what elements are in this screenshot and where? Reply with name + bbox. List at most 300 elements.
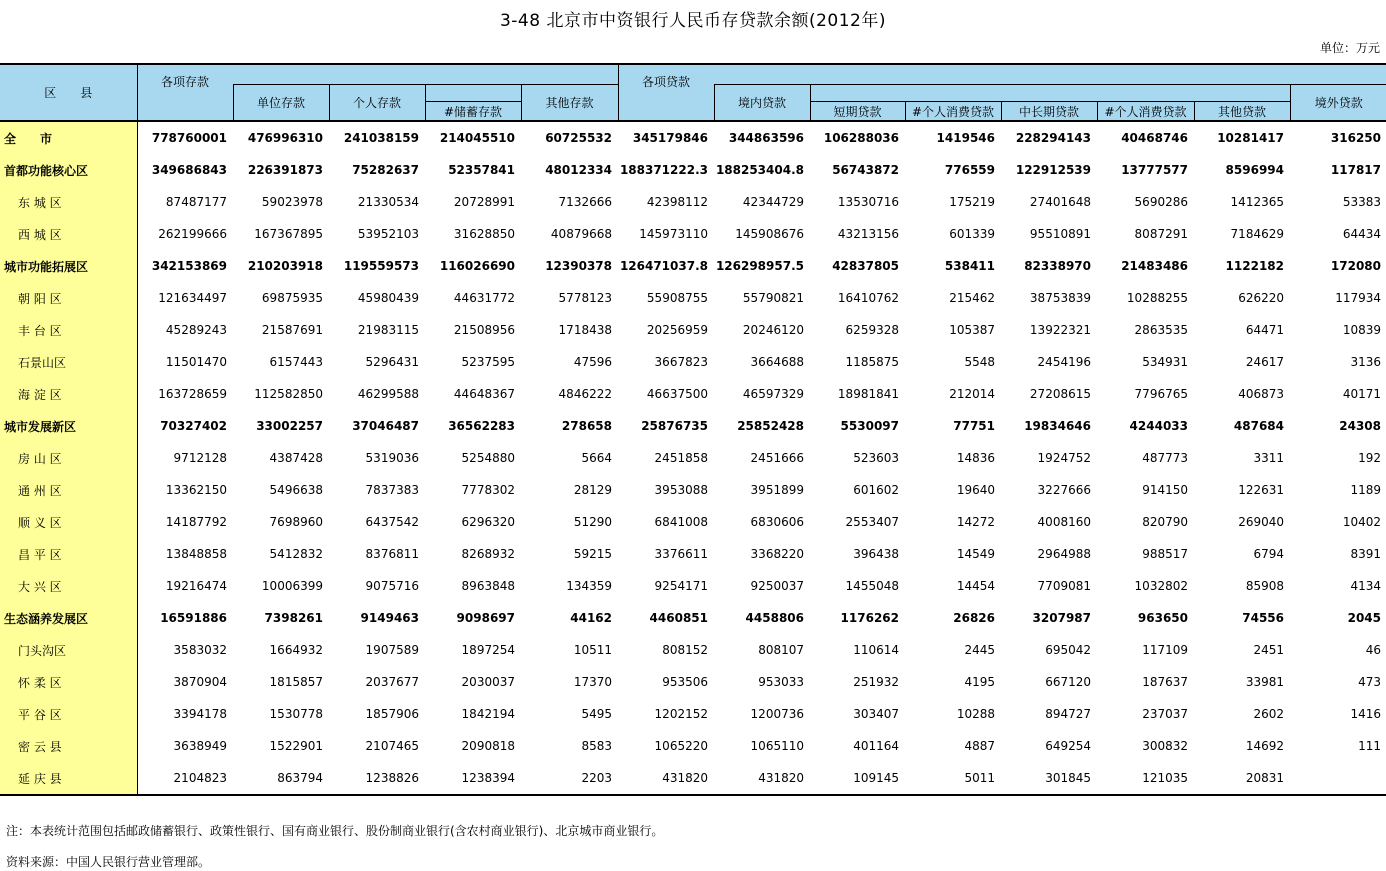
table-cell: 85908 — [1245, 579, 1284, 593]
table-cell: 192 — [1358, 451, 1381, 465]
table-cell: 27401648 — [1029, 195, 1091, 209]
table-cell: 134359 — [566, 579, 612, 593]
table-cell: 122912539 — [1015, 163, 1091, 177]
header-loans-total: 各项贷款 — [618, 64, 714, 121]
table-cell: 2602 — [1253, 707, 1284, 721]
table-cell: 14836 — [956, 451, 995, 465]
table-cell: 210203918 — [247, 259, 323, 273]
table-header — [0, 64, 1386, 121]
table-cell: 59215 — [573, 547, 612, 561]
table-row — [0, 634, 1386, 666]
table-cell: 2104823 — [137, 762, 233, 795]
table-cell: 1416 — [1350, 707, 1381, 721]
table-cell: 523603 — [853, 451, 899, 465]
table-cell: 52357841 — [448, 163, 515, 177]
table-cell: 5664 — [581, 451, 612, 465]
table-cell: 12390378 — [545, 259, 612, 273]
table-cell: 3664688 — [750, 355, 804, 369]
table-row — [0, 121, 1386, 154]
table-cell: 487773 — [1142, 451, 1188, 465]
table-cell: 215462 — [949, 291, 995, 305]
table-cell: 6794 — [1253, 547, 1284, 561]
table-cell: 126471037.8 — [619, 259, 708, 273]
row-district-name: 城市发展新区 — [0, 410, 137, 442]
table-cell: 601339 — [949, 227, 995, 241]
table-row — [0, 698, 1386, 730]
table-cell: 11501470 — [165, 355, 227, 369]
table-cell: 241038159 — [343, 131, 419, 145]
table-cell: 31628850 — [453, 227, 515, 241]
table-row — [0, 506, 1386, 538]
table-cell: 5778123 — [558, 291, 612, 305]
table-cell: 4195 — [964, 675, 995, 689]
table-cell: 3583032 — [173, 643, 227, 657]
row-district-name: 门头沟区 — [0, 634, 137, 666]
table-row — [0, 346, 1386, 378]
table-cell: 7796765 — [1134, 387, 1188, 401]
table-cell: 2037677 — [365, 675, 419, 689]
table-cell: 45980439 — [357, 291, 419, 305]
table-cell: 8268932 — [461, 547, 515, 561]
table-cell: 172080 — [1330, 259, 1381, 273]
table-cell: 8376811 — [365, 547, 419, 561]
row-district-name: 首都功能核心区 — [0, 154, 137, 186]
table-cell: 5319036 — [365, 451, 419, 465]
table-row — [0, 378, 1386, 410]
table-cell: 237037 — [1142, 707, 1188, 721]
table-row — [0, 250, 1386, 282]
table-cell: 1189 — [1350, 483, 1381, 497]
table-cell: 74556 — [1242, 611, 1284, 625]
table-cell: 20831 — [1194, 762, 1290, 795]
table-cell: 1522901 — [269, 739, 323, 753]
table-cell: 56743872 — [832, 163, 899, 177]
table-cell: 3951899 — [750, 483, 804, 497]
table-cell: 226391873 — [247, 163, 323, 177]
table-cell: 778760001 — [151, 131, 227, 145]
table-cell: 43213156 — [837, 227, 899, 241]
table-cell: 1185875 — [845, 355, 899, 369]
table-cell: 13922321 — [1029, 323, 1091, 337]
table-cell: 4458806 — [745, 611, 804, 625]
table-cell: 64471 — [1245, 323, 1284, 337]
table-cell: 21483486 — [1121, 259, 1188, 273]
table-cell: 776559 — [944, 163, 995, 177]
table-cell: 13848858 — [165, 547, 227, 561]
table-cell: 401164 — [853, 739, 899, 753]
table-cell: 4244033 — [1129, 419, 1188, 433]
table-cell: 2045 — [1347, 611, 1381, 625]
table-cell: 53952103 — [357, 227, 419, 241]
table-cell: 2090818 — [461, 739, 515, 753]
table-cell: 349686843 — [151, 163, 227, 177]
header-short-personal-consumer: #个人消费贷款 — [905, 102, 1001, 122]
header-unit-deposits: 单位存款 — [233, 85, 329, 122]
header-other-deposits: 其他存款 — [521, 85, 618, 122]
table-cell: 37046487 — [352, 419, 419, 433]
unit-label: 单位：万元 — [1319, 41, 1380, 55]
table-row — [0, 762, 1386, 795]
table-cell: 14692 — [1245, 739, 1284, 753]
row-district-name: 延 庆 县 — [0, 762, 137, 795]
table-cell: 6296320 — [461, 515, 515, 529]
table-cell: 28129 — [573, 483, 612, 497]
table-cell: 1815857 — [269, 675, 323, 689]
table-cell: 431820 — [714, 762, 810, 795]
table-cell: 44631772 — [453, 291, 515, 305]
table-cell: 1065110 — [750, 739, 804, 753]
table-cell: 119559573 — [343, 259, 419, 273]
table-cell: 3870904 — [173, 675, 227, 689]
table-cell: 44162 — [570, 611, 612, 625]
table-cell: 6841008 — [654, 515, 708, 529]
table-cell: 46299588 — [357, 387, 419, 401]
table-cell: 3953088 — [654, 483, 708, 497]
table-row — [0, 730, 1386, 762]
table-cell: 13530716 — [837, 195, 899, 209]
table-cell: 20256959 — [646, 323, 708, 337]
header-short-term-loans: 短期贷款 — [810, 102, 905, 122]
table-cell: 16591886 — [160, 611, 227, 625]
table-row — [0, 666, 1386, 698]
table-cell: 808152 — [662, 643, 708, 657]
table-cell: 2863535 — [1134, 323, 1188, 337]
table-cell: 13777577 — [1121, 163, 1188, 177]
table-cell: 10288255 — [1126, 291, 1188, 305]
table-cell: 7398261 — [264, 611, 323, 625]
page-title: 3-48 北京市中资银行人民币存贷款余额(2012年) — [499, 11, 886, 31]
table-cell: 2451 — [1253, 643, 1284, 657]
table-cell: 2445 — [964, 643, 995, 657]
table-cell: 1032802 — [1134, 579, 1188, 593]
row-district-name: 西 城 区 — [0, 218, 137, 250]
table-cell: 3136 — [1350, 355, 1381, 369]
table-cell — [1290, 762, 1386, 795]
table-cell: 117817 — [1330, 163, 1381, 177]
row-district-name: 顺 义 区 — [0, 506, 137, 538]
table-cell: 51290 — [573, 515, 612, 529]
table-cell: 20246120 — [742, 323, 804, 337]
table-cell: 95510891 — [1029, 227, 1091, 241]
table-cell: 14187792 — [165, 515, 227, 529]
table-cell: 6437542 — [365, 515, 419, 529]
table-cell: 3368220 — [750, 547, 804, 561]
table-cell: 4134 — [1350, 579, 1381, 593]
table-row — [0, 570, 1386, 602]
table-cell: 8596994 — [1225, 163, 1284, 177]
table-row — [0, 282, 1386, 314]
table-cell: 212014 — [949, 387, 995, 401]
table-cell: 1530778 — [269, 707, 323, 721]
table-cell: 19640 — [956, 483, 995, 497]
table-cell: 695042 — [1045, 643, 1091, 657]
table-cell: 40468746 — [1121, 131, 1188, 145]
table-cell: 42398112 — [646, 195, 708, 209]
table-cell: 7837383 — [365, 483, 419, 497]
table-cell: 167367895 — [254, 227, 323, 241]
table-cell: 14549 — [956, 547, 995, 561]
table-cell: 64434 — [1342, 227, 1381, 241]
table-cell: 6830606 — [750, 515, 804, 529]
table-cell: 21508956 — [453, 323, 515, 337]
table-cell: 122631 — [1238, 483, 1284, 497]
table-cell: 988517 — [1142, 547, 1188, 561]
table-cell: 17370 — [573, 675, 612, 689]
table-cell: 1907589 — [365, 643, 419, 657]
table-cell: 70327402 — [160, 419, 227, 433]
table-cell: 9250037 — [750, 579, 804, 593]
table-cell: 7778302 — [461, 483, 515, 497]
table-cell: 25876735 — [641, 419, 708, 433]
table-cell: 251932 — [853, 675, 899, 689]
table-cell: 121634497 — [158, 291, 227, 305]
row-district-name: 全 市 — [0, 121, 137, 154]
table-cell: 2107465 — [365, 739, 419, 753]
table-cell: 10402 — [1342, 515, 1381, 529]
table-cell: 55908755 — [646, 291, 708, 305]
table-cell: 33002257 — [256, 419, 323, 433]
source-note: 资料来源：中国人民银行营业管理部。 — [6, 855, 211, 869]
table-cell: 4387428 — [269, 451, 323, 465]
table-cell: 40879668 — [550, 227, 612, 241]
table-cell: 2454196 — [1037, 355, 1091, 369]
table-cell: 188371222.3 — [619, 163, 708, 177]
table-cell: 473 — [1358, 675, 1381, 689]
table-cell: 228294143 — [1015, 131, 1091, 145]
table-cell: 2451666 — [750, 451, 804, 465]
table-cell: 55790821 — [742, 291, 804, 305]
table-cell: 9149463 — [360, 611, 419, 625]
table-cell: 1412365 — [1230, 195, 1284, 209]
table-cell: 40171 — [1342, 387, 1381, 401]
table-cell: 820790 — [1142, 515, 1188, 529]
row-district-name: 怀 柔 区 — [0, 666, 137, 698]
table-cell: 21330534 — [357, 195, 419, 209]
table-cell: 46597329 — [742, 387, 804, 401]
header-long-term-loans: 中长期贷款 — [1001, 102, 1097, 122]
table-cell: 342153869 — [151, 259, 227, 273]
footnote: 注：本表统计范围包括邮政储蓄银行、政策性银行、国有商业银行、股份制商业银行(含农村商业银行)、北京城市商业银行。 — [6, 824, 664, 838]
table-cell: 47596 — [573, 355, 612, 369]
table-cell: 105387 — [949, 323, 995, 337]
table-cell: 14454 — [956, 579, 995, 593]
table-cell: 2553407 — [845, 515, 899, 529]
table-cell: 626220 — [1238, 291, 1284, 305]
table-cell: 117934 — [1335, 291, 1381, 305]
header-district: 区 县 — [0, 64, 137, 121]
table-cell: 1065220 — [654, 739, 708, 753]
table-cell: 111 — [1358, 739, 1381, 753]
table-cell: 188253404.8 — [715, 163, 804, 177]
table-cell: 4846222 — [558, 387, 612, 401]
table-cell: 4008160 — [1037, 515, 1091, 529]
row-district-name: 海 淀 区 — [0, 378, 137, 410]
table-cell: 42344729 — [742, 195, 804, 209]
table-cell: 21587691 — [261, 323, 323, 337]
table-cell: 808107 — [758, 643, 804, 657]
table-cell: 1419546 — [936, 131, 995, 145]
table-cell: 3667823 — [654, 355, 708, 369]
row-district-name: 东 城 区 — [0, 186, 137, 218]
table-cell: 8391 — [1350, 547, 1381, 561]
table-cell: 10839 — [1342, 323, 1381, 337]
table-cell: 3227666 — [1037, 483, 1091, 497]
table-cell: 7709081 — [1037, 579, 1091, 593]
table-cell: 476996310 — [247, 131, 323, 145]
table-cell: 117109 — [1142, 643, 1188, 657]
row-district-name: 丰 台 区 — [0, 314, 137, 346]
table-cell: 24617 — [1245, 355, 1284, 369]
row-district-name: 大 兴 区 — [0, 570, 137, 602]
table-cell: 26826 — [953, 611, 995, 625]
table-cell: 1857906 — [365, 707, 419, 721]
table-cell: 649254 — [1045, 739, 1091, 753]
table-cell: 2203 — [521, 762, 618, 795]
row-district-name: 平 谷 区 — [0, 698, 137, 730]
table-cell: 20728991 — [453, 195, 515, 209]
row-district-name: 城市功能拓展区 — [0, 250, 137, 282]
table-cell: 9098697 — [456, 611, 515, 625]
table-row — [0, 474, 1386, 506]
table-cell: 106288036 — [823, 131, 899, 145]
table-cell: 1238394 — [425, 762, 521, 795]
table-cell: 8583 — [581, 739, 612, 753]
table-cell: 5296431 — [365, 355, 419, 369]
row-district-name: 密 云 县 — [0, 730, 137, 762]
table-row — [0, 186, 1386, 218]
table-cell: 69875935 — [261, 291, 323, 305]
deposit-loan-table — [0, 63, 1386, 796]
table-cell: 7184629 — [1230, 227, 1284, 241]
table-cell: 175219 — [949, 195, 995, 209]
table-cell: 1664932 — [269, 643, 323, 657]
table-cell: 187637 — [1142, 675, 1188, 689]
table-cell: 24308 — [1339, 419, 1381, 433]
table-cell: 116026690 — [439, 259, 515, 273]
table-cell: 109145 — [810, 762, 905, 795]
table-cell: 1897254 — [461, 643, 515, 657]
table-cell: 667120 — [1045, 675, 1091, 689]
table-cell: 963650 — [1137, 611, 1188, 625]
table-cell: 344863596 — [728, 131, 804, 145]
table-cell: 538411 — [944, 259, 995, 273]
row-district-name: 朝 阳 区 — [0, 282, 137, 314]
table-cell: 1238826 — [329, 762, 425, 795]
table-cell: 112582850 — [254, 387, 323, 401]
table-cell: 5495 — [581, 707, 612, 721]
table-row — [0, 314, 1386, 346]
table-cell: 21983115 — [357, 323, 419, 337]
table-cell: 10511 — [573, 643, 612, 657]
row-district-name: 生态涵养发展区 — [0, 602, 137, 634]
table-cell: 5530097 — [840, 419, 899, 433]
table-cell: 5237595 — [461, 355, 515, 369]
table-cell: 278658 — [561, 419, 612, 433]
table-cell: 396438 — [853, 547, 899, 561]
table-cell: 42837805 — [832, 259, 899, 273]
table-cell: 1122182 — [1225, 259, 1284, 273]
table-cell: 6259328 — [845, 323, 899, 337]
table-cell: 10281417 — [1217, 131, 1284, 145]
header-long-personal-consumer: #个人消费贷款 — [1097, 102, 1194, 122]
table-cell: 16410762 — [837, 291, 899, 305]
table-cell: 534931 — [1142, 355, 1188, 369]
table-cell: 863794 — [233, 762, 329, 795]
table-cell: 18981841 — [837, 387, 899, 401]
table-cell: 1924752 — [1037, 451, 1091, 465]
table-cell: 316250 — [1330, 131, 1381, 145]
table-cell: 953506 — [662, 675, 708, 689]
row-district-name: 通 州 区 — [0, 474, 137, 506]
table-cell: 19834646 — [1024, 419, 1091, 433]
row-district-name: 房 山 区 — [0, 442, 137, 474]
table-cell: 145908676 — [735, 227, 804, 241]
table-cell: 60725532 — [545, 131, 612, 145]
header-savings-deposits: #储蓄存款 — [425, 102, 521, 122]
table-cell: 5011 — [905, 762, 1001, 795]
table-cell: 44648367 — [453, 387, 515, 401]
header-other-loans: 其他贷款 — [1194, 102, 1290, 122]
table-cell: 914150 — [1142, 483, 1188, 497]
table-cell: 3207987 — [1032, 611, 1091, 625]
table-cell: 10006399 — [261, 579, 323, 593]
table-cell: 601602 — [853, 483, 899, 497]
table-cell: 5254880 — [461, 451, 515, 465]
table-cell: 4460851 — [649, 611, 708, 625]
table-cell: 8963848 — [461, 579, 515, 593]
data-table-container — [0, 63, 1386, 796]
table-cell: 262199666 — [158, 227, 227, 241]
table-cell: 2964988 — [1037, 547, 1091, 561]
table-cell: 126298957.5 — [715, 259, 804, 273]
table-cell: 77751 — [953, 419, 995, 433]
table-cell: 9075716 — [365, 579, 419, 593]
table-cell: 5548 — [964, 355, 995, 369]
header-domestic-loans: 境内贷款 — [714, 85, 810, 122]
table-cell: 2030037 — [461, 675, 515, 689]
table-cell: 27208615 — [1029, 387, 1091, 401]
table-row — [0, 602, 1386, 634]
table-cell: 9712128 — [173, 451, 227, 465]
table-cell: 6157443 — [269, 355, 323, 369]
table-cell: 487684 — [1233, 419, 1284, 433]
table-cell: 8087291 — [1134, 227, 1188, 241]
table-cell: 406873 — [1238, 387, 1284, 401]
table-cell: 38753839 — [1029, 291, 1091, 305]
table-row — [0, 442, 1386, 474]
table-cell: 46 — [1365, 643, 1381, 657]
table-row — [0, 218, 1386, 250]
table-cell: 269040 — [1238, 515, 1284, 529]
table-row — [0, 538, 1386, 570]
table-cell: 19216474 — [165, 579, 227, 593]
table-cell: 36562283 — [448, 419, 515, 433]
table-cell: 110614 — [853, 643, 899, 657]
table-cell: 345179846 — [632, 131, 708, 145]
table-cell: 1202152 — [654, 707, 708, 721]
table-cell: 303407 — [853, 707, 899, 721]
table-cell: 25852428 — [737, 419, 804, 433]
table-cell: 13362150 — [165, 483, 227, 497]
table-cell: 5690286 — [1134, 195, 1188, 209]
table-cell: 1176262 — [840, 611, 899, 625]
table-cell: 894727 — [1045, 707, 1091, 721]
header-overseas-loans: 境外贷款 — [1290, 85, 1386, 122]
table-cell: 5496638 — [269, 483, 323, 497]
table-cell: 145973110 — [639, 227, 708, 241]
table-row — [0, 410, 1386, 442]
table-cell: 33981 — [1245, 675, 1284, 689]
